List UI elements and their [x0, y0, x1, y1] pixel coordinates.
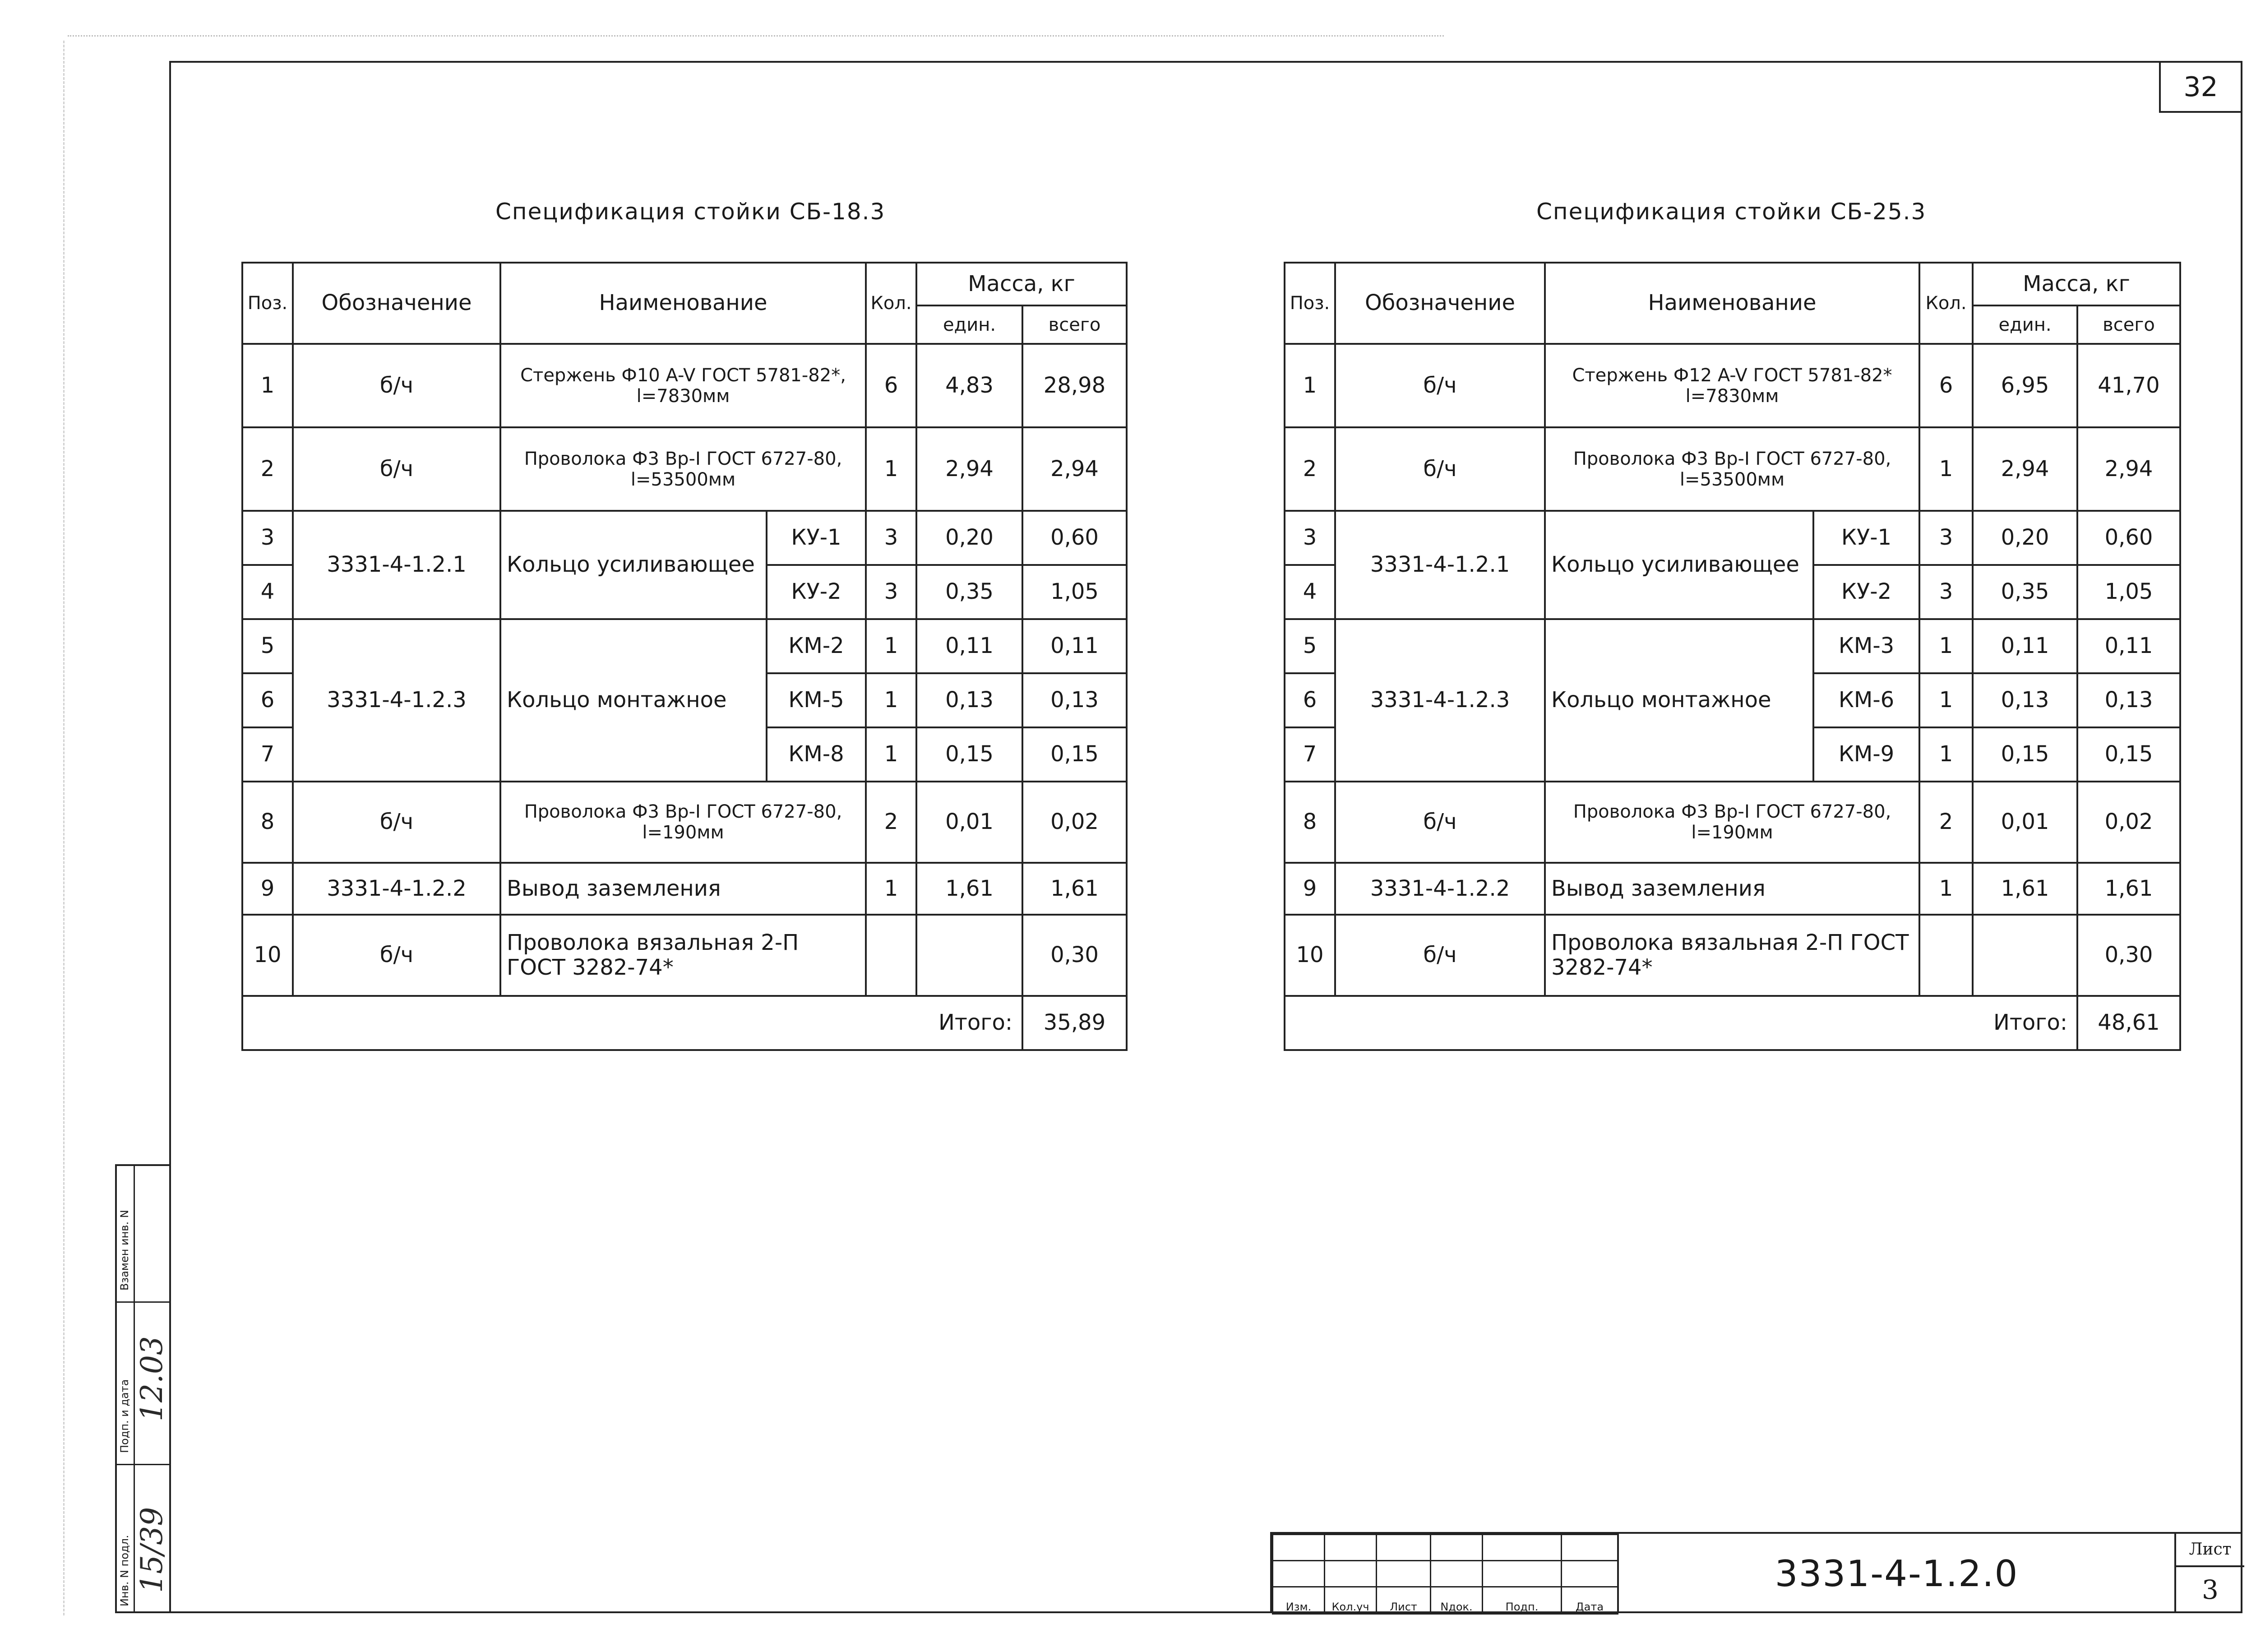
- cell-qty: 3: [866, 565, 916, 619]
- cell-unit-mass: 2,94: [1973, 427, 2077, 511]
- header-unit-mass: един.: [916, 305, 1022, 344]
- left-spec-table: [241, 262, 1128, 1051]
- cell-qty: [1919, 915, 1973, 996]
- cell-qty: 6: [1919, 344, 1973, 427]
- cell-designation: 3331-4-1.2.2: [293, 863, 500, 915]
- table-row: [242, 863, 1127, 915]
- header-total-mass: всего: [1022, 305, 1127, 344]
- cell-qty: 1: [1919, 673, 1973, 727]
- cell-mark: КМ-2: [767, 619, 866, 673]
- left-table-caption: Спецификация стойки СБ-18.3: [495, 199, 886, 225]
- cell-pos: 5: [1285, 619, 1335, 673]
- stamp-col-sign: Подп.: [1483, 1587, 1562, 1614]
- table-row: [1285, 511, 2180, 565]
- cell-pos: 3: [1285, 511, 1335, 565]
- cell-mark: КМ-8: [767, 727, 866, 782]
- cell-qty: 3: [866, 511, 916, 565]
- header-unit-mass: един.: [1973, 305, 2077, 344]
- cell-designation: 3331-4-1.2.2: [1335, 863, 1545, 915]
- cell-designation: 3331-4-1.2.3: [1335, 619, 1545, 782]
- sheet-label: Лист: [2176, 1534, 2244, 1567]
- table-row: [242, 511, 1127, 565]
- cell-unit-mass: 0,15: [916, 727, 1022, 782]
- cell-qty: 1: [1919, 863, 1973, 915]
- cell-unit-mass: 0,35: [1973, 565, 2077, 619]
- header-mass: Масса, кг: [916, 263, 1127, 305]
- table-row: [1285, 915, 2180, 996]
- right-spec-table: [1284, 262, 2181, 1051]
- cell-pos: 1: [242, 344, 293, 427]
- table-row: [1285, 619, 2180, 673]
- cell-total-mass: 0,15: [2077, 727, 2180, 782]
- cell-name: Стержень Ф10 A-V ГОСТ 5781-82*, l=7830мм: [500, 344, 866, 427]
- cell-pos: 10: [1285, 915, 1335, 996]
- cell-qty: 6: [866, 344, 916, 427]
- cell-unit-mass: 0,11: [916, 619, 1022, 673]
- cell-unit-mass: 0,20: [916, 511, 1022, 565]
- cell-qty: 1: [866, 427, 916, 511]
- cell-name: Проволока Ф3 Вр-I ГОСТ 6727-80, l=53500мм: [500, 427, 866, 511]
- cell-qty: 1: [866, 727, 916, 782]
- cell-total-mass: 1,61: [1022, 863, 1127, 915]
- cell-qty: 1: [866, 619, 916, 673]
- cell-total-mass: 0,11: [2077, 619, 2180, 673]
- cell-designation: 3331-4-1.2.1: [293, 511, 500, 619]
- cell-pos: 9: [1285, 863, 1335, 915]
- stamp-col-date: Дата: [1562, 1587, 1618, 1614]
- table-row: [242, 915, 1127, 996]
- page-number: 32: [2159, 61, 2242, 113]
- cell-mark: КМ-6: [1813, 673, 1919, 727]
- cell-designation: б/ч: [293, 427, 500, 511]
- header-pos: Поз.: [242, 263, 293, 344]
- cell-mark: КМ-5: [767, 673, 866, 727]
- cell-designation: б/ч: [1335, 344, 1545, 427]
- stamp-col-sheet: Лист: [1377, 1587, 1431, 1614]
- cell-total-mass: 2,94: [1022, 427, 1127, 511]
- cell-qty: 2: [1919, 782, 1973, 863]
- cell-total-mass: 0,11: [1022, 619, 1127, 673]
- cell-designation: б/ч: [293, 344, 500, 427]
- cell-unit-mass: 0,20: [1973, 511, 2077, 565]
- cell-unit-mass: [1973, 915, 2077, 996]
- cell-qty: 1: [1919, 727, 1973, 782]
- cell-pos: 7: [242, 727, 293, 782]
- cell-qty: 1: [1919, 619, 1973, 673]
- cell-pos: 8: [242, 782, 293, 863]
- header-pos: Поз.: [1285, 263, 1335, 344]
- total-value: 48,61: [2077, 996, 2180, 1050]
- table-row: [242, 782, 1127, 863]
- cell-pos: 8: [1285, 782, 1335, 863]
- cell-name: Проволока вязальная 2-П ГОСТ 3282-74*: [1545, 915, 1919, 996]
- cell-pos: 10: [242, 915, 293, 996]
- cell-pos: 1: [1285, 344, 1335, 427]
- cell-pos: 4: [1285, 565, 1335, 619]
- cell-qty: 1: [866, 863, 916, 915]
- cell-pos: 6: [242, 673, 293, 727]
- cell-pos: 6: [1285, 673, 1335, 727]
- cell-unit-mass: 0,01: [1973, 782, 2077, 863]
- table-row: [1285, 863, 2180, 915]
- cell-mark: КМ-3: [1813, 619, 1919, 673]
- cell-name: Кольцо монтажное: [500, 619, 767, 782]
- table-row: [1285, 782, 2180, 863]
- inventory-label: Инв. N подл.: [118, 1535, 131, 1606]
- cell-designation: б/ч: [1335, 915, 1545, 996]
- cell-qty: [866, 915, 916, 996]
- header-qty: Кол.: [1919, 263, 1973, 344]
- cell-mark: КУ-1: [767, 511, 866, 565]
- stamp-col-qty: Кол.уч: [1325, 1587, 1377, 1614]
- cell-total-mass: 1,05: [2077, 565, 2180, 619]
- total-label: Итого:: [242, 996, 1022, 1050]
- cell-unit-mass: 1,61: [1973, 863, 2077, 915]
- cell-designation: б/ч: [1335, 782, 1545, 863]
- cell-total-mass: 0,13: [2077, 673, 2180, 727]
- sign-date-label: Подп. и дата: [118, 1379, 131, 1453]
- cell-mark: КУ-2: [767, 565, 866, 619]
- cell-name: Вывод заземления: [1545, 863, 1919, 915]
- cell-designation: б/ч: [1335, 427, 1545, 511]
- inventory-number: 15/39: [134, 1507, 169, 1593]
- cell-name: Кольцо усиливающее: [500, 511, 767, 619]
- cell-mark: КУ-1: [1813, 511, 1919, 565]
- total-label: Итого:: [1285, 996, 2077, 1050]
- cell-designation: б/ч: [293, 915, 500, 996]
- cell-mark: КМ-9: [1813, 727, 1919, 782]
- cell-total-mass: 0,02: [2077, 782, 2180, 863]
- cell-total-mass: 0,13: [1022, 673, 1127, 727]
- cell-name: Проволока Ф3 Вр-I ГОСТ 6727-80, l=53500мм: [1545, 427, 1919, 511]
- cell-name: Проволока вязальная 2-П ГОСТ 3282-74*: [500, 915, 866, 996]
- cell-total-mass: 2,94: [2077, 427, 2180, 511]
- total-value: 35,89: [1022, 996, 1127, 1050]
- cell-pos: 3: [242, 511, 293, 565]
- table-row: [1285, 344, 2180, 427]
- cell-total-mass: 28,98: [1022, 344, 1127, 427]
- replaced-inventory-label: Взамен инв. N: [118, 1210, 131, 1291]
- table-row: [1285, 427, 2180, 511]
- cell-pos: 4: [242, 565, 293, 619]
- cell-unit-mass: 2,94: [916, 427, 1022, 511]
- cell-unit-mass: 0,15: [1973, 727, 2077, 782]
- cell-qty: 2: [866, 782, 916, 863]
- table-row: [242, 427, 1127, 511]
- stamp-col-doc: Nдок.: [1431, 1587, 1483, 1614]
- right-table-caption: Спецификация стойки СБ-25.3: [1536, 199, 1927, 225]
- cell-total-mass: 0,60: [2077, 511, 2180, 565]
- cell-pos: 9: [242, 863, 293, 915]
- top-scan-line: [68, 35, 1444, 37]
- cell-total-mass: 41,70: [2077, 344, 2180, 427]
- cell-total-mass: 1,61: [2077, 863, 2180, 915]
- total-row: [242, 996, 1127, 1050]
- cell-designation: 3331-4-1.2.1: [1335, 511, 1545, 619]
- header-designation: Обозначение: [1335, 263, 1545, 344]
- header-qty: Кол.: [866, 263, 916, 344]
- cell-designation: 3331-4-1.2.3: [293, 619, 500, 782]
- table-row: [242, 344, 1127, 427]
- cell-unit-mass: 0,13: [1973, 673, 2077, 727]
- title-block: [1270, 1532, 2242, 1613]
- cell-pos: 5: [242, 619, 293, 673]
- cell-qty: 3: [1919, 511, 1973, 565]
- cell-total-mass: 0,30: [1022, 915, 1127, 996]
- cell-total-mass: 0,30: [2077, 915, 2180, 996]
- document-code: 3331-4-1.2.0: [1617, 1534, 2174, 1613]
- sign-date-value: 12.03: [134, 1336, 169, 1421]
- margin-cut-line: [63, 41, 65, 1615]
- cell-unit-mass: 1,61: [916, 863, 1022, 915]
- cell-unit-mass: [916, 915, 1022, 996]
- cell-name: Проволока Ф3 Вр-I ГОСТ 6727-80, l=190мм: [500, 782, 866, 863]
- header-mass: Масса, кг: [1973, 263, 2180, 305]
- cell-name: Вывод заземления: [500, 863, 866, 915]
- cell-qty: 3: [1919, 565, 1973, 619]
- cell-unit-mass: 0,13: [916, 673, 1022, 727]
- sheet-box: [2174, 1534, 2244, 1613]
- sheet-number: 3: [2202, 1574, 2219, 1605]
- cell-pos: 2: [242, 427, 293, 511]
- cell-designation: б/ч: [293, 782, 500, 863]
- cell-total-mass: 0,02: [1022, 782, 1127, 863]
- revision-grid: [1272, 1534, 1618, 1615]
- cell-total-mass: 0,15: [1022, 727, 1127, 782]
- cell-name: Кольцо усиливающее: [1545, 511, 1813, 619]
- cell-total-mass: 0,60: [1022, 511, 1127, 565]
- cell-unit-mass: 0,01: [916, 782, 1022, 863]
- header-name: Наименование: [1545, 263, 1919, 344]
- cell-name: Стержень Ф12 A-V ГОСТ 5781-82* l=7830мм: [1545, 344, 1919, 427]
- cell-qty: 1: [866, 673, 916, 727]
- cell-pos: 2: [1285, 427, 1335, 511]
- cell-mark: КУ-2: [1813, 565, 1919, 619]
- cell-qty: 1: [1919, 427, 1973, 511]
- header-designation: Обозначение: [293, 263, 500, 344]
- cell-name: Кольцо монтажное: [1545, 619, 1813, 782]
- cell-unit-mass: 0,35: [916, 565, 1022, 619]
- cell-unit-mass: 4,83: [916, 344, 1022, 427]
- total-row: [1285, 996, 2180, 1050]
- stamp-col-change: Изм.: [1273, 1587, 1325, 1614]
- cell-pos: 7: [1285, 727, 1335, 782]
- cell-name: Проволока Ф3 Вр-I ГОСТ 6727-80, l=190мм: [1545, 782, 1919, 863]
- cell-total-mass: 1,05: [1022, 565, 1127, 619]
- cell-unit-mass: 6,95: [1973, 344, 2077, 427]
- header-total-mass: всего: [2077, 305, 2180, 344]
- cell-unit-mass: 0,11: [1973, 619, 2077, 673]
- header-name: Наименование: [500, 263, 866, 344]
- table-row: [242, 619, 1127, 673]
